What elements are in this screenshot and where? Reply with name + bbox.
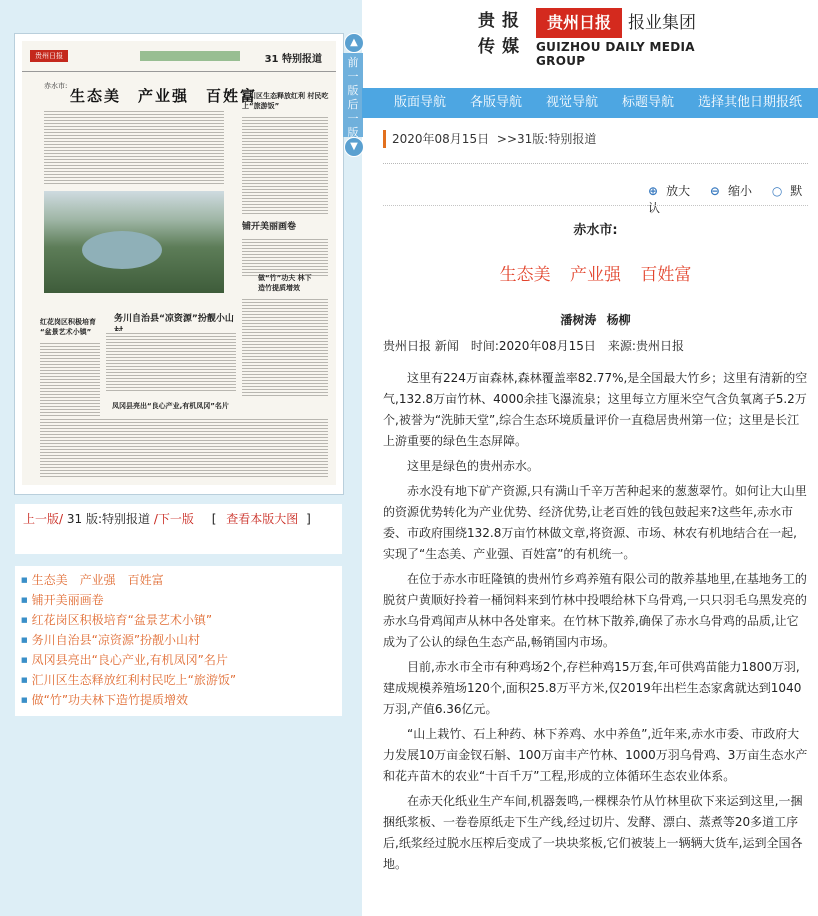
thumb-green-banner [140, 51, 240, 61]
thumb-side-head: 汇川区生态释放红利 村民吃上“旅游饭” [242, 92, 329, 110]
nav-other-dates[interactable]: 选择其他日期报纸 [698, 95, 803, 110]
main-nav-bar [362, 88, 818, 118]
article-list-item[interactable]: ■ 铺开美丽画卷 [21, 590, 342, 610]
article-kicker: 赤水市: [573, 223, 618, 238]
breadcrumb-section[interactable]: 31版:特别报道 [517, 132, 597, 146]
article-authors: 潘树涛 杨柳 [560, 313, 631, 327]
page-switch-box [15, 504, 342, 554]
article-paragraph: 目前,赤水市全市有种鸡场2个,存栏种鸡15万套,年可供鸡苗能力1800万羽,建成规模养殖场120个,面积25.8万平方米,仅2019年出栏生态家禽就达到1040万羽,产值6.36亿元。 [383, 660, 802, 716]
article-paragraph: 这里是绿色的贵州赤水。 [407, 459, 540, 473]
thumb-left-head: 红花岗区积极培育 “盆景艺术小镇” [40, 318, 96, 336]
thumb-section: 31 特别报道 [264, 54, 322, 65]
thumb-mid-head: 务川自治县“凉资源”扮靓小山 [114, 314, 234, 324]
logo-group: 报业集团 [628, 13, 696, 33]
zoom-default-button[interactable]: ○ 默认 [648, 184, 803, 215]
thumb-bottom-head: 凤冈县亮出“良心产业,有机凤冈”名片 [112, 402, 229, 410]
thumb-side-head: 做“竹”功夫 林下造竹提质增效 [258, 274, 312, 292]
view-large-image-link[interactable]: 查看本版大图 [226, 512, 299, 526]
zoom-out-button[interactable]: ⊖ 缩小 [709, 184, 752, 198]
thumb-text-block [44, 109, 224, 185]
thumb-text-block [40, 341, 100, 427]
logo-chinese-mark: 贵 报 传 媒 [478, 11, 519, 57]
thumb-photo [44, 191, 224, 293]
nav-title-navigation[interactable]: 标题导航 [622, 95, 675, 110]
article-body [383, 368, 808, 879]
current-page-label: 31 版:特别报道 [66, 512, 151, 526]
prev-page-link[interactable]: 上一版/ [23, 512, 64, 526]
thumb-text-block [242, 237, 328, 277]
prev-page-arrow-icon[interactable]: ▲ [344, 33, 364, 53]
thumb-text-block [106, 331, 236, 391]
radio-icon: ○ [771, 184, 783, 198]
nav-visual-navigation[interactable]: 视觉导航 [546, 95, 599, 110]
article-list-item[interactable]: ■ 汇川区生态释放红利村民吃上“旅游饭” [21, 670, 342, 690]
article-paragraph: 在位于赤水市旺隆镇的贵州竹乡鸡养殖有限公司的散养基地里,在基地务工的脱贫户黄顺好拎着一桶饲料来到竹林中投喂给林下乌骨鸡,一只只羽毛乌黑发亮的赤水乌骨鸡闻声从林中各处窜来。在竹林下散养,确保了赤水乌骨鸡的品质,让它成为了公认的绿色生态产品,畅销国内市场。 [383, 572, 807, 649]
article-paragraph: “山上栽竹、石上种药、林下养鸡、水中养鱼”,近年来,赤水市委、市政府大力发展10万亩金钗石斛、100万亩丰产竹林、1000万羽乌骨鸡、3万亩生态水产和花卉苗木的农业“十百千万”工程,形成的立体循环生态农业体系。 [383, 727, 808, 783]
newspaper-page-image[interactable] [22, 41, 336, 485]
bracket-close: ] [306, 512, 311, 526]
divider [383, 205, 808, 206]
next-page-arrow-icon[interactable]: ▼ [344, 137, 364, 157]
media-group-logo[interactable] [432, 0, 738, 66]
article-paragraph: 在赤天化纸业生产车间,机器轰鸣,一棵棵杂竹从竹林里砍下来运到这里,一捆捆纸浆板、一卷卷原纸走下生产线,经过切片、发酵、漂白、蒸煮等20多道工序后,纸浆经过脱水压榨后变成了一块块浆板,它们被装上一辆辆大货车,运到全国各地。 [383, 794, 803, 871]
article-meta: 贵州日报 新闻 时间:2020年08月15日 来源:贵州日报 [383, 339, 684, 353]
prev-page-vertical-link[interactable]: 前一版 [343, 53, 363, 95]
breadcrumb [383, 130, 596, 148]
thumb-headline: 生态美 产业强 百姓富 [70, 87, 258, 105]
thumb-photo-lake [82, 231, 162, 269]
page-flip-nav [343, 33, 363, 155]
logo-english: GUIZHOU DAILY MEDIA GROUP [536, 40, 695, 68]
next-page-link[interactable]: /下一版 [153, 512, 194, 526]
breadcrumb-date: 2020年08月15日 [392, 132, 490, 146]
next-page-vertical-link[interactable]: 后一版 [343, 95, 363, 137]
thumb-text-block [242, 115, 328, 215]
zoom-in-icon: ⊕ [648, 184, 659, 198]
thumb-text-block [242, 297, 328, 397]
zoom-in-button[interactable]: ⊕ 放大 [648, 184, 691, 198]
bracket-open: [ [211, 512, 217, 526]
article-list-item[interactable]: ■ 凤冈县亮出“良心产业,有机凤冈”名片 [21, 650, 342, 670]
zoom-controls [648, 182, 818, 216]
nav-page-navigation[interactable]: 版面导航 [394, 95, 447, 110]
thumb-logo: 贵州日报 [30, 50, 68, 62]
thumb-text-block [40, 417, 328, 477]
logo-daily: 贵州日报 [536, 8, 622, 38]
thumb-side-head: 铺开美丽画卷 [242, 222, 297, 232]
article-list-item[interactable]: ■ 做“竹”功夫林下造竹提质增效 [21, 690, 342, 710]
zoom-out-icon: ⊖ [709, 184, 720, 198]
article-list-item[interactable]: ■ 红花岗区积极培育“盆景艺术小镇” [21, 610, 342, 630]
breadcrumb-sep: >> [496, 132, 518, 146]
article-headline: 生态美 产业强 百姓富 [499, 265, 692, 285]
thumb-masthead [22, 41, 336, 72]
article-list-item[interactable]: ■ 生态美 产业强 百姓富 [21, 570, 342, 590]
thumb-kicker: 赤水市: [44, 82, 68, 90]
article-list-item[interactable]: ■ 务川自治县“凉资源”扮靓小山村 [21, 630, 342, 650]
newspaper-page-thumbnail[interactable] [14, 33, 344, 495]
left-column [0, 0, 362, 916]
divider [383, 163, 808, 164]
article-list [15, 566, 342, 716]
article-paragraph: 这里有224万亩森林,森林覆盖率82.77%,是全国最大竹乡；这里有清新的空气,132.8万亩竹林、4000余挂飞瀑流泉；这里每立方厘米空气含负氧离子5.2万个,被誉为“洗肺天堂”,综合生态环境质量评价一直稳居贵州第一位；这里是长江上游重要的绿色生态屏障。 [383, 371, 808, 448]
article-paragraph: 赤水没有地下矿产资源,只有满山千辛万苦种起来的葱葱翠竹。如何让大山里的资源优势转化为产业优势、经济优势,让老百姓的钱包鼓起来?这些年,赤水市委、市政府围绕132.8万亩竹林做文章,将资源、市场、林农有机地结合在一起,实现了“生态美、产业强、百姓富”的有机统一。 [383, 484, 807, 561]
nav-edition-navigation[interactable]: 各版导航 [470, 95, 523, 110]
